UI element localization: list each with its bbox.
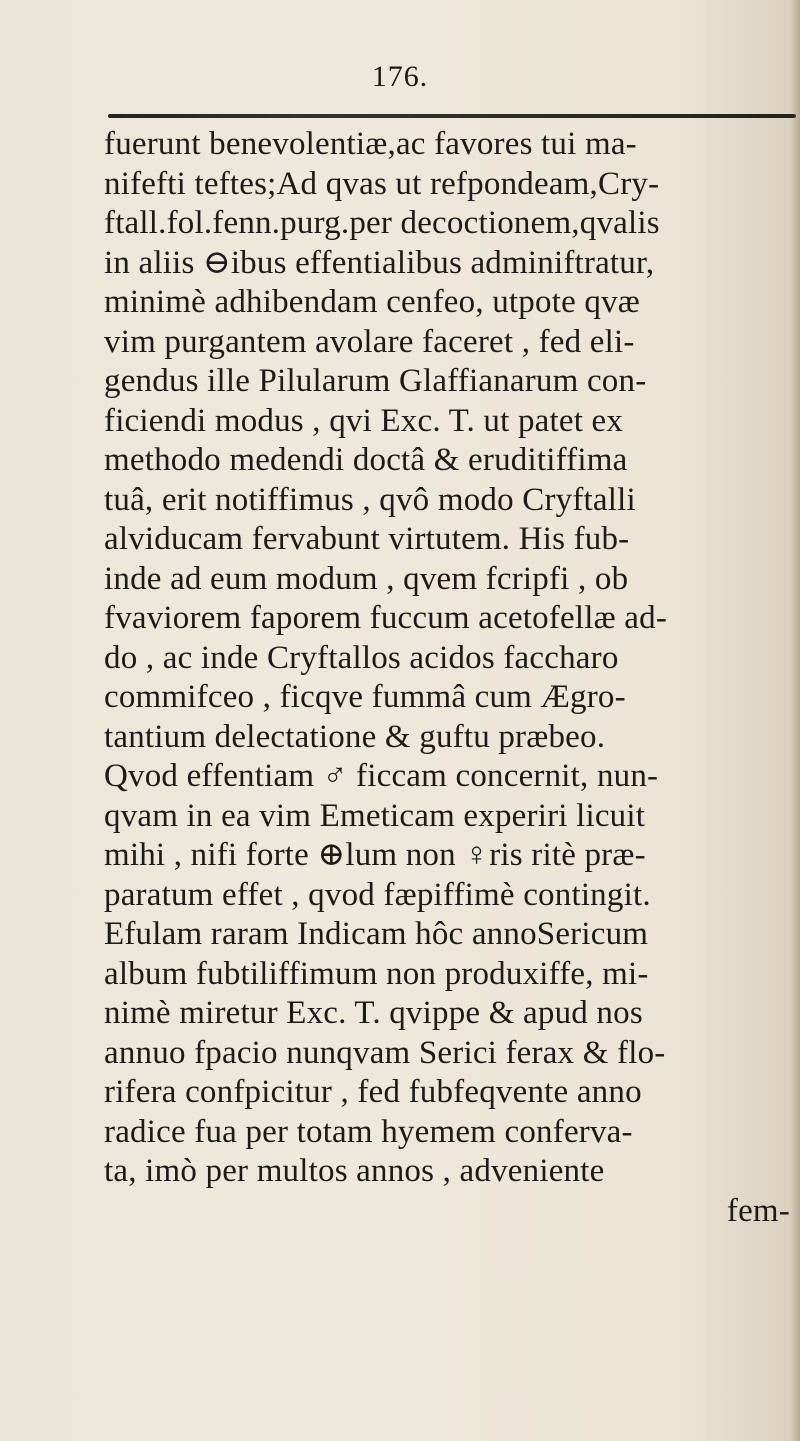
text-line: nimè miretur Exc. T. qvippe & apud nos bbox=[104, 995, 643, 1031]
text-line: album fubtiliffimum non produxiffe, mi- bbox=[104, 955, 649, 992]
text-line: tuâ, erit notiffimus , qvô modo Cryftalli bbox=[104, 481, 636, 518]
text-line: annuo fpacio nunqvam Serici ferax & flo- bbox=[104, 1034, 666, 1071]
text-line: fvaviorem faporem fuccum acetofellæ ad- bbox=[104, 600, 668, 636]
text-line: qvam in ea vim Emeticam experiri licuit bbox=[104, 797, 646, 834]
catchword: fem- bbox=[726, 1192, 790, 1229]
text-line: vim purgantem avolare faceret , fed eli- bbox=[104, 323, 635, 360]
text-line: ficiendi modus , qvi Exc. T. ut patet ex bbox=[104, 402, 624, 439]
text-line: methodo medendi doctâ & eruditiffima bbox=[104, 442, 628, 478]
text-line: gendus ille Pilularum Glaffianarum con- bbox=[104, 363, 647, 399]
text-line: inde ad eum modum , qvem fcripfi , ob bbox=[104, 560, 629, 597]
text-line: ta, imò per multos annos , adveniente bbox=[104, 1153, 605, 1189]
text-line: in aliis ⊖ibus effentialibus adminiftratur, bbox=[104, 244, 655, 281]
text-line: Efulam raram Indicam hôc annoSericum bbox=[104, 916, 649, 952]
text-line: Qvod effentiam ♂ ficcam concernit, nun- bbox=[104, 758, 659, 794]
text-line: paratum effet , qvod fæpiffimè contingit. bbox=[104, 876, 651, 913]
body-text bbox=[104, 125, 794, 1231]
text-line: nifefti teftes;Ad qvas ut refpondeam,Cry- bbox=[104, 165, 660, 202]
page-edge-shadow bbox=[790, 0, 800, 1441]
text-line: ftall.fol.fenn.purg.per decoctionem,qvalis bbox=[104, 205, 660, 241]
text-line: tantium delectatione & guftu præbeo. bbox=[104, 718, 606, 755]
text-line: rifera confpicitur , fed fubfeqvente anno bbox=[104, 1074, 642, 1110]
text-line: fuerunt benevolentiæ,ac favores tui ma- bbox=[104, 126, 637, 162]
text-line: mihi , nifi forte ⊕lum non ♀ris ritè præ- bbox=[104, 837, 646, 873]
text-line: minimè adhibendam cenfeo, utpote qvæ bbox=[104, 284, 640, 320]
text-line: radice fua per totam hyemem conferva- bbox=[104, 1113, 633, 1150]
page-number: 176. bbox=[371, 60, 429, 93]
text-line: alviducam fervabunt virtutem. His fub- bbox=[104, 521, 630, 557]
text-line: commifceo , ficqve fummâ cum Ægro- bbox=[104, 679, 626, 715]
text-line: do , ac inde Cryftallos acidos faccharo bbox=[104, 639, 619, 676]
header-rule bbox=[108, 114, 796, 118]
